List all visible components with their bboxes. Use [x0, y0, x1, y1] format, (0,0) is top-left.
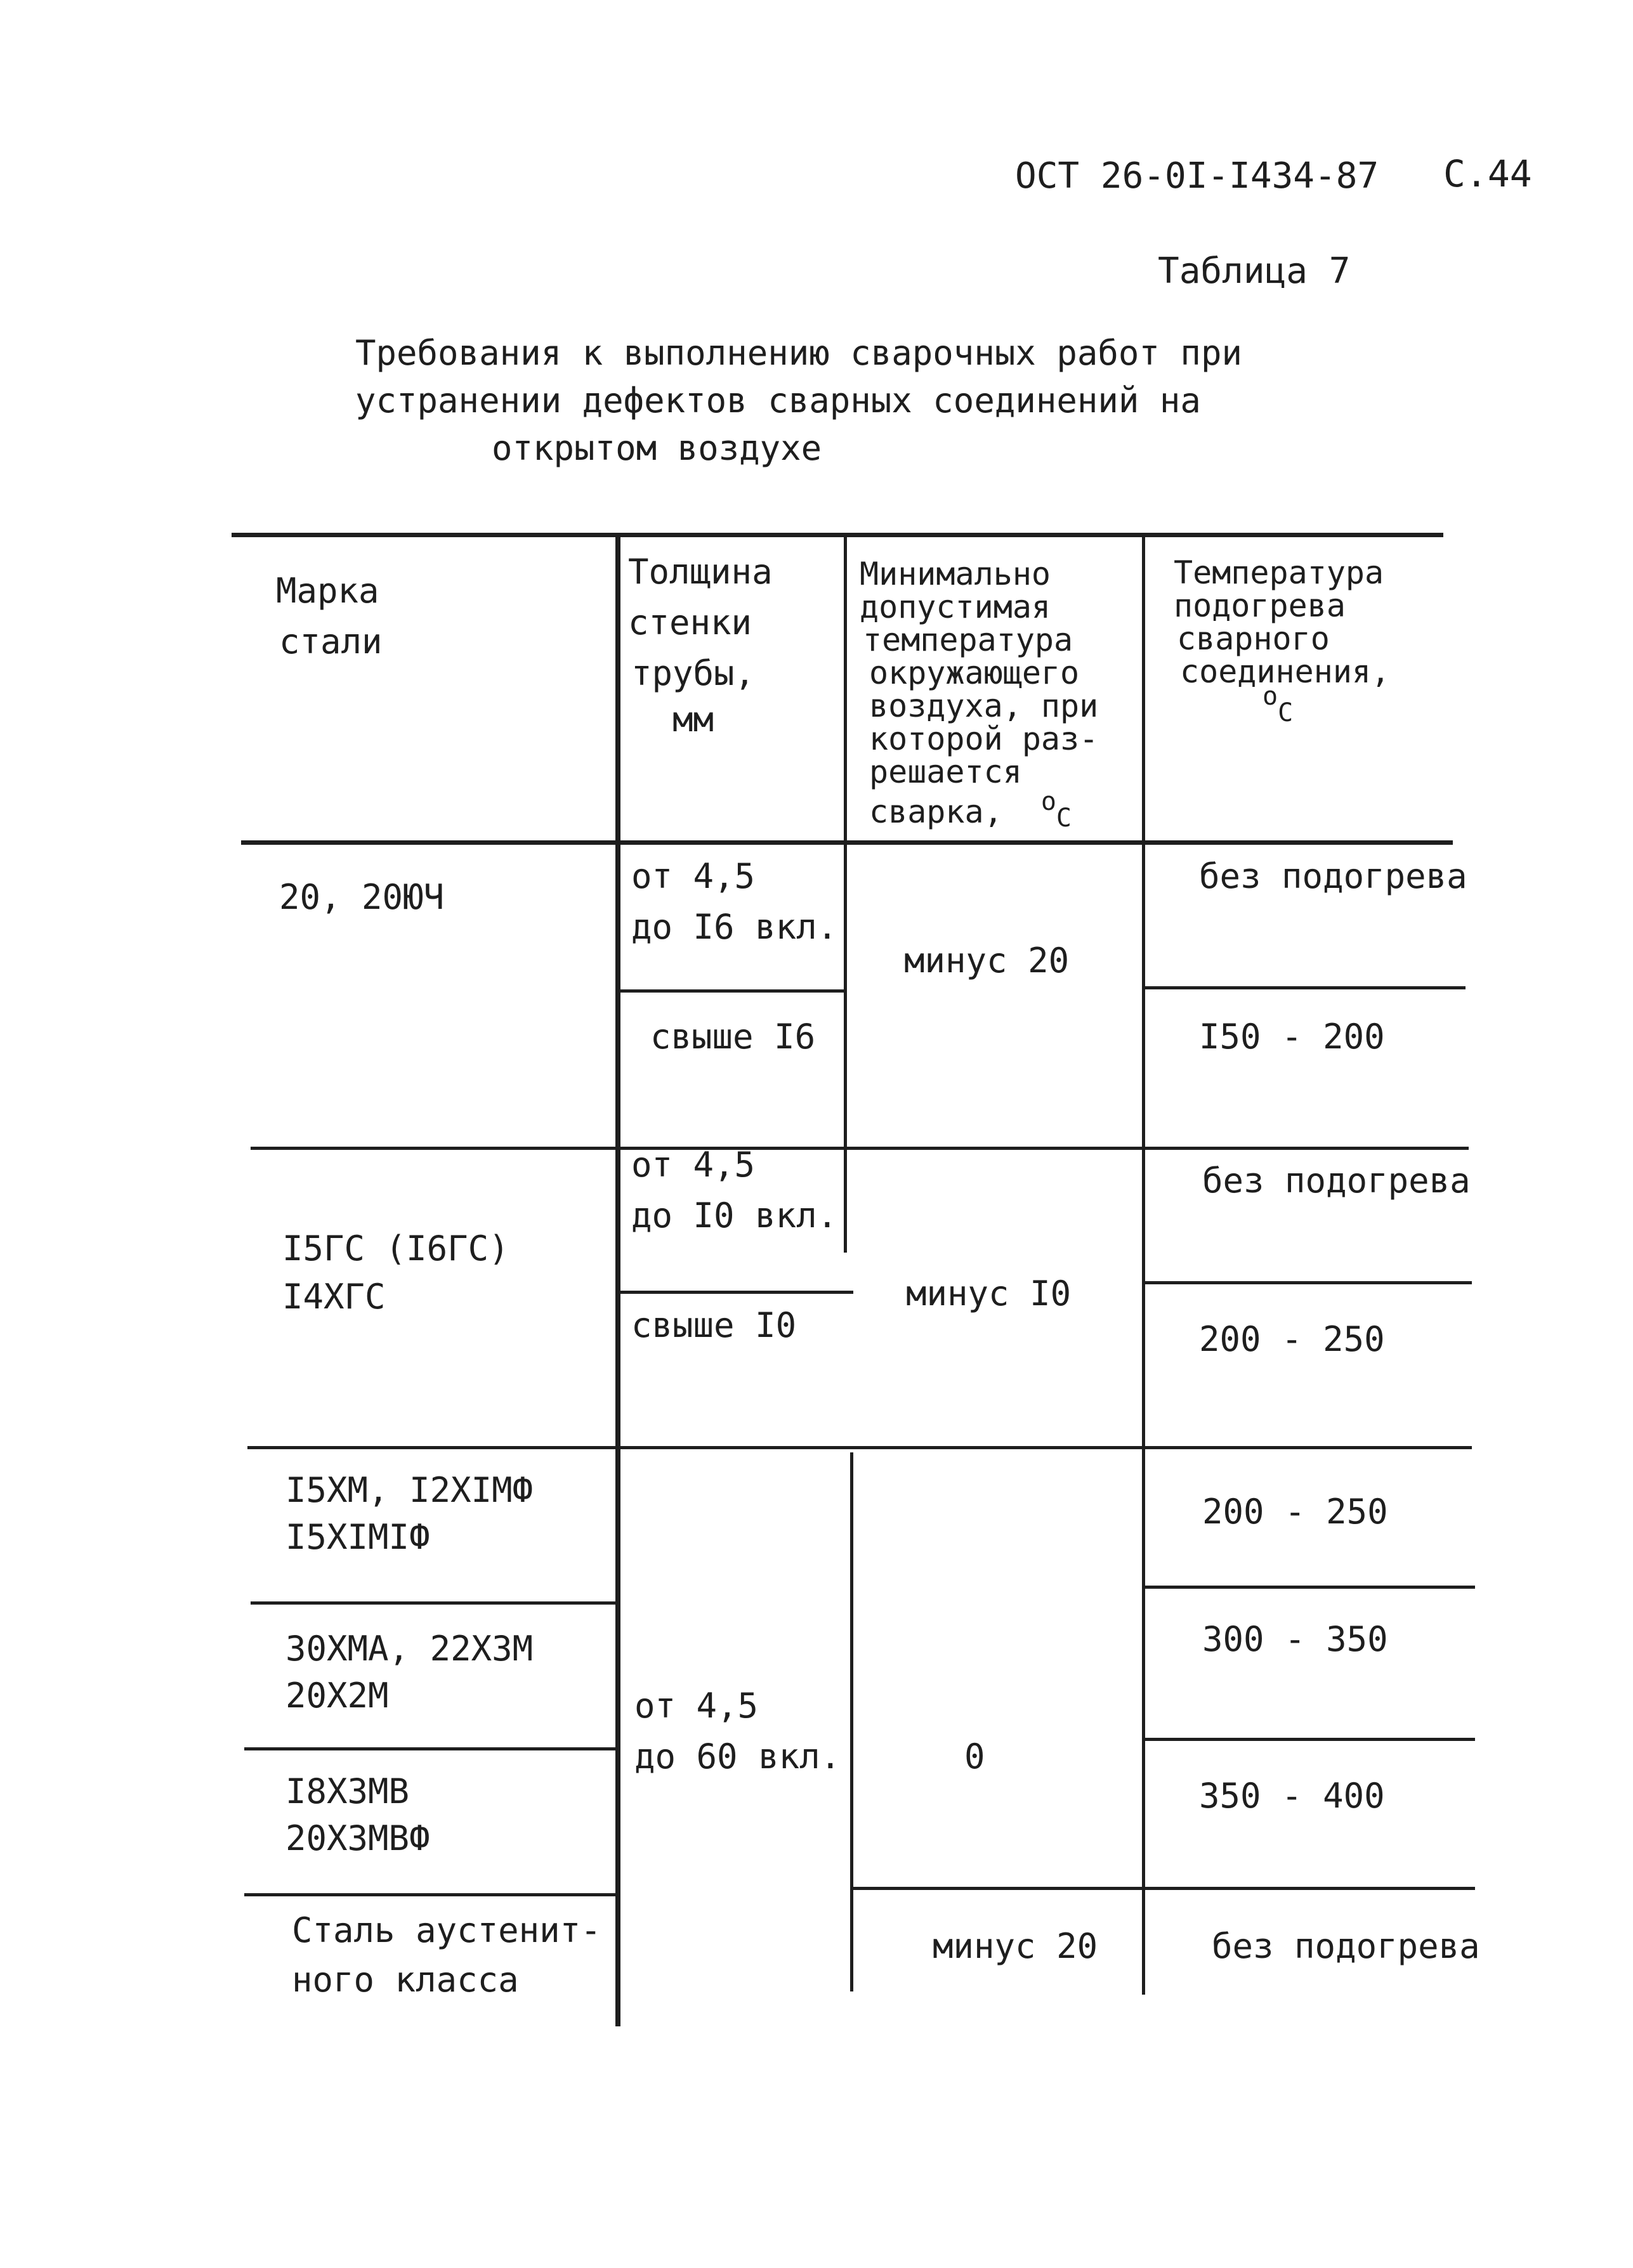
column-divider-2 — [844, 536, 847, 1253]
steel-grade-line-2: I4ХГС — [282, 1277, 386, 1317]
group-3-preheat-split-2 — [1145, 1738, 1475, 1741]
header-min-temp-line-5: воздуха, при — [869, 688, 1099, 724]
steel-grade-row-3-line-1: I8Х3МВ — [285, 1771, 410, 1811]
group-3-row-2-rule — [244, 1747, 619, 1750]
group-3-bottom-rule-right — [853, 1887, 1475, 1890]
preheat-cell-1: без подогрева — [1202, 1161, 1471, 1201]
thickness-above-cell: свыше I6 — [650, 1017, 816, 1057]
header-min-temp-line-4: окружающего — [869, 655, 1080, 691]
thickness-range-line-2: до 60 вкл. — [634, 1737, 841, 1776]
steel-grade-row-1-line-2: I5ХIМIФ — [285, 1517, 430, 1557]
min-temp-cell: минус 20 — [904, 941, 1070, 981]
column-divider-3 — [1142, 536, 1145, 1995]
header-steel-line-2: стали — [279, 622, 383, 662]
thickness-range-line-2: до I0 вкл. — [631, 1196, 838, 1235]
table-label: Таблица 7 — [1158, 251, 1351, 292]
header-thickness-line-2: стенки — [628, 603, 752, 642]
degree-o: о — [1040, 787, 1056, 816]
header-preheat-line-2: подогрева — [1174, 587, 1346, 624]
header-preheat-line-1: Температура — [1174, 554, 1384, 591]
min-temp-cell: 0 — [964, 1737, 985, 1776]
header-min-temp-line-8 — [869, 789, 1072, 831]
steel-grade-row-3-line-2: 20Х3МВФ — [285, 1818, 430, 1858]
group-1-thickness-split — [619, 989, 847, 993]
header-thickness-line-3: трубы, — [631, 653, 756, 693]
header-steel-line-1: Марка — [276, 571, 379, 611]
preheat-cell-1: без подогрева — [1199, 856, 1467, 896]
group-3-row-1-rule — [251, 1601, 619, 1605]
group-2-thickness-split — [619, 1291, 853, 1294]
steel-grade-cell: 20, 20ЮЧ — [279, 877, 445, 917]
header-bottom-rule — [241, 840, 1453, 845]
column-divider-1 — [615, 536, 620, 2026]
preheat-cell-1: 200 - 250 — [1202, 1492, 1388, 1532]
table-title-line-3: открытом воздухе — [492, 428, 822, 468]
thickness-above-cell: свыше I0 — [631, 1305, 797, 1345]
group-2-preheat-split — [1145, 1281, 1472, 1284]
preheat-cell-2: 200 - 250 — [1199, 1319, 1385, 1359]
table-top-rule — [232, 533, 1443, 537]
table-title-line-1: Требования к выполнению сварочных работ при — [355, 333, 1242, 373]
steel-grade-line-1: I5ГС (I6ГС) — [282, 1228, 509, 1268]
thickness-range-line-2: до I6 вкл. — [631, 907, 838, 947]
group-3-preheat-split-1 — [1145, 1586, 1475, 1589]
header-preheat-line-4: соединения, — [1180, 653, 1391, 690]
degree-sign — [1040, 787, 1072, 833]
steel-grade-row-2-line-2: 20Х2М — [285, 1676, 389, 1716]
degree-o: о — [1262, 682, 1278, 711]
table-title-line-2: устранении дефектов сварных соединений на — [355, 381, 1201, 420]
steel-grade-line-1: Сталь аустенит- — [292, 1910, 601, 1950]
thickness-range-line-1: от 4,5 — [631, 856, 756, 896]
column-divider-2b — [850, 1452, 853, 1991]
group-1-preheat-split — [1145, 986, 1466, 989]
header-preheat-line-3: сварного — [1177, 620, 1330, 657]
header-min-temp-line-6: которой раз- — [869, 720, 1099, 757]
min-temp-cell: минус 20 — [933, 1926, 1098, 1966]
celsius-c: С — [1056, 804, 1072, 833]
header-thickness-line-1: Толщина — [628, 552, 773, 592]
celsius-c: С — [1278, 698, 1294, 727]
group-2-bottom-rule — [247, 1446, 1472, 1449]
preheat-cell: без подогрева — [1212, 1926, 1480, 1966]
preheat-cell-2: 300 - 350 — [1202, 1619, 1388, 1659]
header-min-temp-line-2: допустимая — [860, 589, 1051, 625]
thickness-range-line-1: от 4,5 — [634, 1686, 759, 1726]
thickness-range-line-1: от 4,5 — [631, 1145, 756, 1185]
group-1-bottom-rule — [251, 1147, 1469, 1150]
group-3-bottom-rule-left — [244, 1893, 619, 1896]
min-temp-cell: минус I0 — [906, 1274, 1072, 1313]
steel-grade-line-2: ного класса — [292, 1960, 519, 2000]
preheat-cell-2: I50 - 200 — [1199, 1017, 1385, 1057]
header-thickness-line-4: мм — [672, 700, 714, 740]
steel-grade-row-1-line-1: I5ХМ, I2ХIМФ — [285, 1470, 534, 1510]
page-number: С.44 — [1443, 152, 1532, 195]
header-min-temp-line-1: Минимально — [860, 556, 1051, 592]
steel-grade-row-2-line-1: 30ХМА, 22Х3М — [285, 1629, 534, 1669]
preheat-cell-3: 350 - 400 — [1199, 1776, 1385, 1816]
header-preheat-unit — [1262, 684, 1293, 726]
document-code: ОСТ 26-0I-I434-87 — [1015, 155, 1379, 197]
header-min-temp-line-3: температура — [863, 622, 1073, 658]
header-min-temp-line-7: решается — [869, 753, 1022, 790]
header-min-temp-text: сварка, — [869, 793, 1003, 830]
